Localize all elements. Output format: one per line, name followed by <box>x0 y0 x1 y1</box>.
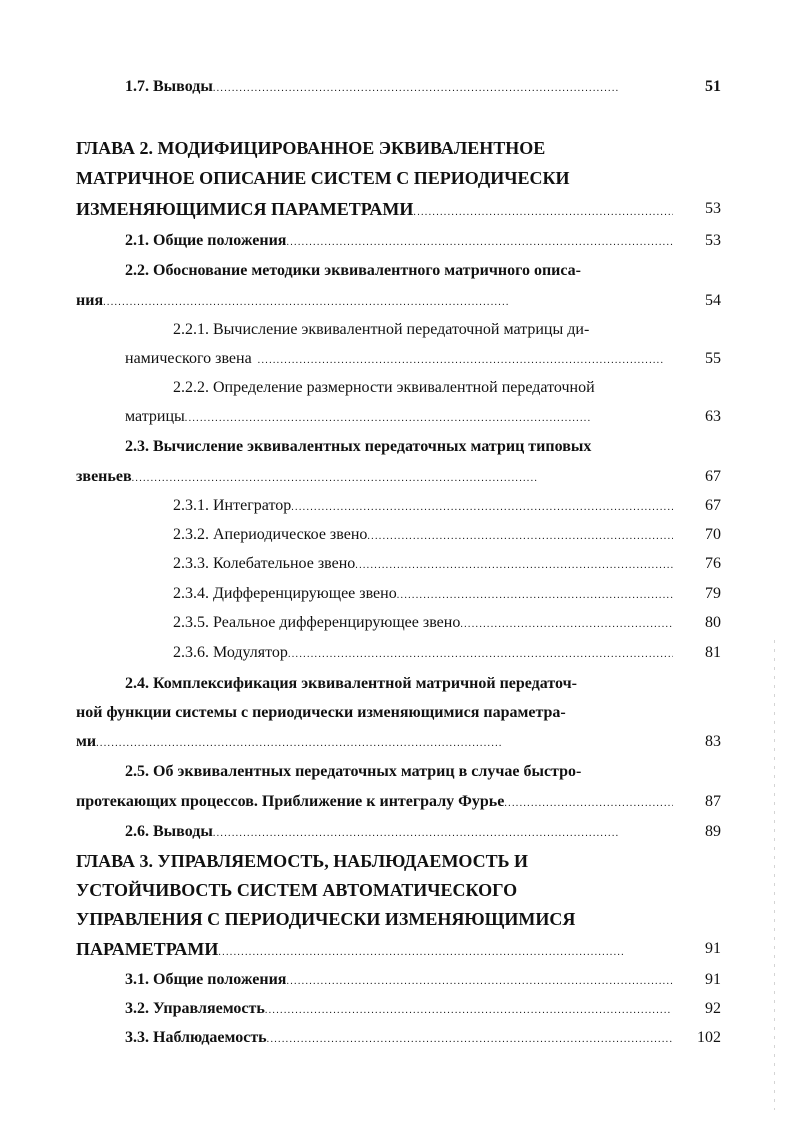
dot-leader <box>258 347 673 373</box>
dot-leader <box>504 790 673 816</box>
toc-entry-title: 2.2.1. Вычисление эквивалентной передаточной матрицы ди- <box>173 321 590 338</box>
toc-entry-1-7 <box>0 75 793 99</box>
page-number: 54 <box>705 292 721 309</box>
toc-entry-2-3-1 <box>0 494 793 518</box>
toc-entry-2-3-3 <box>0 552 793 576</box>
toc-entry-2-2-1-line-1 <box>0 318 793 342</box>
toc-entry-title: 2.6. Выводы <box>125 823 213 840</box>
dot-leader <box>103 289 673 315</box>
chapter-title: ГЛАВА 2. МОДИФИЦИРОВАННОЕ ЭКВИВАЛЕНТНОЕ <box>76 138 546 158</box>
dot-leader <box>132 465 673 491</box>
toc-entry-title: ми <box>76 733 97 750</box>
toc-entry-2-4-line-3 <box>0 730 793 754</box>
toc-entry-2-3-line-2 <box>0 465 793 489</box>
toc-entry-title: 2.3.5. Реальное дифференцирующее звено <box>173 614 461 631</box>
page-number: 91 <box>705 971 721 988</box>
dot-leader <box>213 75 673 101</box>
toc-entry-title: 2.5. Об эквивалентных передаточных матриц в случае быстро- <box>125 763 582 780</box>
toc-entry-2-4-line-2 <box>0 701 793 725</box>
chapter-title: ПАРАМЕТРАМИ <box>76 939 219 959</box>
page-number: 102 <box>697 1029 721 1046</box>
dot-leader <box>267 1026 673 1052</box>
chapter-2-heading-line-3 <box>0 197 793 221</box>
dot-leader <box>185 405 673 431</box>
chapter-title: УСТОЙЧИВОСТЬ СИСТЕМ АВТОМАТИЧЕСКОГО <box>76 880 518 900</box>
toc-entry-2-2-2-line-1 <box>0 376 793 400</box>
toc-entry-2-3-6 <box>0 641 793 665</box>
toc-entry-2-2-line-1 <box>0 259 793 283</box>
toc-entry-title: 1.7. Выводы <box>125 78 213 95</box>
toc-entry-2-1 <box>0 229 793 253</box>
page-number: 87 <box>705 793 721 810</box>
toc-entry-title: ной функции системы с периодически изменяющимися параметра- <box>76 704 566 721</box>
page-number: 67 <box>705 497 721 514</box>
dot-leader <box>413 199 673 225</box>
dot-leader <box>96 730 673 756</box>
toc-entry-title: 2.3.2. Апериодическое звено <box>173 526 368 543</box>
page-number: 83 <box>705 733 721 750</box>
toc-entry-2-2-1-line-2 <box>0 347 793 371</box>
page-number: 55 <box>705 350 721 367</box>
chapter-title: УПРАВЛЕНИЯ С ПЕРИОДИЧЕСКИ ИЗМЕНЯЮЩИМИСЯ <box>76 909 576 929</box>
dot-leader <box>397 582 673 608</box>
dot-leader <box>288 641 673 667</box>
page-number: 63 <box>705 408 721 425</box>
toc-entry-title: 2.3.1. Интегратор <box>173 497 292 514</box>
page-number: 67 <box>705 468 721 485</box>
toc-entry-title: 2.3.6. Модулятор <box>173 644 288 661</box>
page-number: 89 <box>705 823 721 840</box>
page-number: 51 <box>705 78 721 95</box>
toc-entry-2-4-line-1 <box>0 672 793 696</box>
toc-entry-title: 2.2.2. Определение размерности эквивалентной передаточной <box>173 379 595 396</box>
page-number: 53 <box>705 200 721 217</box>
toc-entry-title: матрицы <box>125 408 185 425</box>
chapter-2-heading-line-2 <box>0 166 793 190</box>
dot-leader <box>291 494 673 520</box>
chapter-3-heading-line-2 <box>0 878 793 902</box>
page-number: 70 <box>705 526 721 543</box>
toc-entry-2-5-line-1 <box>0 760 793 784</box>
page-number: 79 <box>705 585 721 602</box>
dot-leader <box>460 611 673 637</box>
toc-entry-2-3-5 <box>0 611 793 635</box>
toc-entry-title: 2.3. Вычисление эквивалентных передаточных матриц типовых <box>125 438 592 455</box>
page-number: 80 <box>705 614 721 631</box>
toc-entry-title: ния <box>76 292 104 309</box>
chapter-3-heading-line-3 <box>0 907 793 931</box>
chapter-title: ГЛАВА 3. УПРАВЛЯЕМОСТЬ, НАБЛЮДАЕМОСТЬ И <box>76 851 529 871</box>
toc-entry-title: 2.2. Обоснование методики эквивалентного матричного описа- <box>125 262 582 279</box>
toc-entry-title: 2.4. Комплексификация эквивалентной матричной передаточ- <box>125 675 577 692</box>
page-number: 91 <box>705 940 721 957</box>
toc-entry-3-3 <box>0 1026 793 1050</box>
toc-entry-2-2-2-line-2 <box>0 405 793 429</box>
dot-leader <box>355 552 673 578</box>
dot-leader <box>265 997 673 1023</box>
page-number: 92 <box>705 1000 721 1017</box>
toc-entry-title: 2.3.4. Дифференцирующее звено <box>173 585 397 602</box>
dot-leader <box>286 968 673 994</box>
toc-entry-2-5-line-2 <box>0 790 793 814</box>
toc-entry-title: 2.3.3. Колебательное звено <box>173 555 356 572</box>
chapter-title: МАТРИЧНОЕ ОПИСАНИЕ СИСТЕМ С ПЕРИОДИЧЕСКИ <box>76 168 570 188</box>
chapter-2-heading-line-1 <box>0 136 793 160</box>
page-number: 76 <box>705 555 721 572</box>
chapter-title: ИЗМЕНЯЮЩИМИСЯ ПАРАМЕТРАМИ <box>76 199 414 219</box>
chapter-3-heading-line-4 <box>0 937 793 961</box>
dot-leader <box>218 939 673 965</box>
page-number: 53 <box>705 232 721 249</box>
toc-entry-title: 3.2. Управляемость <box>125 1000 265 1017</box>
toc-entry-title: протекающих процессов. Приближение к интегралу Фурье <box>76 793 505 810</box>
toc-entry-3-1 <box>0 968 793 992</box>
dot-leader <box>213 820 673 846</box>
toc-entry-3-2 <box>0 997 793 1021</box>
toc-entry-title: 3.1. Общие положения <box>125 971 287 988</box>
toc-entry-title: звеньев <box>76 468 132 485</box>
toc-entry-2-6 <box>0 820 793 844</box>
toc-entry-title: 3.3. Наблюдаемость <box>125 1029 267 1046</box>
chapter-3-heading-line-1 <box>0 849 793 873</box>
dot-leader <box>286 229 673 255</box>
toc-entry-2-3-line-1 <box>0 435 793 459</box>
toc-entry-title: намического звена <box>125 350 252 367</box>
toc-entry-2-3-4 <box>0 582 793 606</box>
toc-entry-title: 2.1. Общие положения <box>125 232 287 249</box>
dot-leader <box>367 523 673 549</box>
page-number: 81 <box>705 644 721 661</box>
toc-entry-2-3-2 <box>0 523 793 547</box>
toc-entry-2-2-line-2 <box>0 289 793 313</box>
